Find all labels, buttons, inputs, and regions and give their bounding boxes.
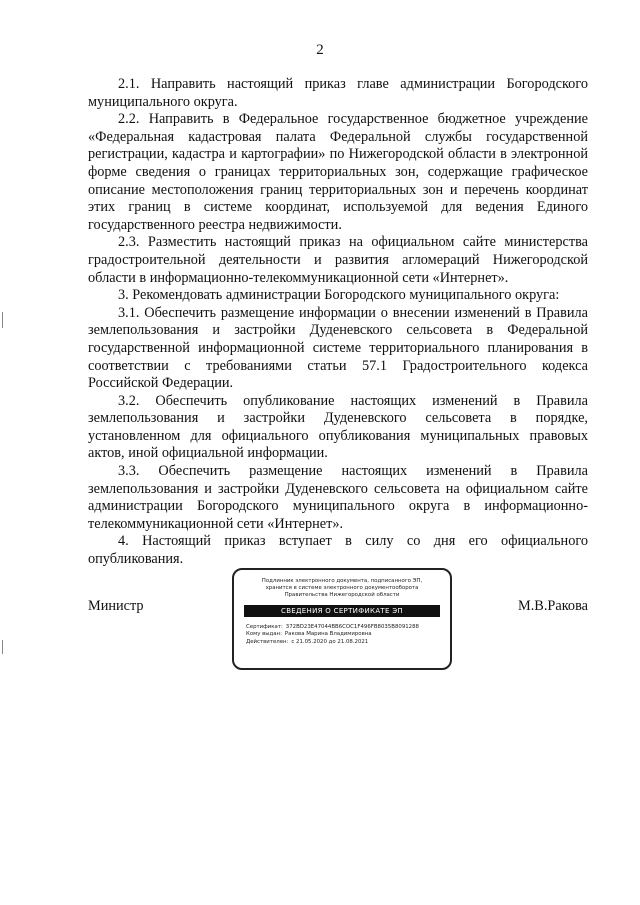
paragraph-3: 3. Рекомендовать администрации Богородского муниципального округа: bbox=[118, 287, 560, 304]
stamp-note-line: хранится в системе электронного документооборота bbox=[265, 585, 419, 592]
certificate-label: Сертификат: bbox=[246, 623, 283, 630]
scan-artifact bbox=[2, 640, 3, 654]
paragraph-3-3: 3.3. Обеспечить размещение настоящих изменений в Правила землепользования и застройки Дуденевского сельсовета на официальном сайте администрации Богородского муниципального округа в информационно-телекоммуникационной сети «Интернет». bbox=[88, 463, 588, 532]
issued-to-row bbox=[246, 631, 438, 639]
stamp-note-line: Правительства Нижегородской области bbox=[284, 592, 400, 599]
page-number: 2 bbox=[316, 42, 324, 58]
electronic-signature-stamp bbox=[232, 568, 452, 670]
stamp-note bbox=[240, 578, 444, 600]
issued-to-label: Кому выдан: bbox=[246, 631, 282, 638]
stamp-header: СВЕДЕНИЯ О СЕРТИФИКАТЕ ЭП bbox=[244, 605, 440, 617]
paragraph-4: 4. Настоящий приказ вступает в силу со дня его официального опубликования. bbox=[88, 533, 588, 568]
paragraph-2-1: 2.1. Направить настоящий приказ главе администрации Богородского муниципального округа. bbox=[88, 76, 588, 110]
signature-block bbox=[88, 568, 588, 678]
issued-to-value: Ракова Марина Владимировна bbox=[284, 631, 372, 638]
valid-label: Действителен: bbox=[246, 638, 289, 645]
valid-row bbox=[246, 639, 438, 647]
valid-value: с 21.05.2020 до 21.08.2021 bbox=[291, 638, 369, 645]
document-body bbox=[88, 76, 588, 569]
paragraph-3-2: 3.2. Обеспечить опубликование настоящих изменений в Правила землепользования и застройки Дуденевского сельсовета в порядке, установленном для официального опубликования муниципальных правовых актов, иной официальной информации. bbox=[88, 392, 588, 462]
certificate-row bbox=[246, 624, 438, 632]
paragraph-2-2: 2.2. Направить в Федеральное государственное бюджетное учреждение «Федеральная кадастровая палата Федеральной службы государственной регистрации, кадастра и картографии» по Нижегородской области в электронной форме сведения о границах территориальных зон, содержащие графическое описание местоположения границ территориальных зон и перечень координат этих границ в системе координат, используемой для ведения Единого государственного реестра недвижимости. bbox=[88, 111, 588, 233]
stamp-note-line: Подлинник электронного документа, подписанного ЭП, bbox=[261, 578, 423, 584]
signer-title: Министр bbox=[88, 598, 144, 614]
stamp-details bbox=[246, 624, 438, 647]
certificate-value: 372BD23E47044BB6COC1F496FB8035B8091288 bbox=[285, 623, 419, 630]
scan-artifact bbox=[2, 312, 3, 328]
paragraph-3-1: 3.1. Обеспечить размещение информации о внесении изменений в Правила землепользования и застройки Дуденевского сельсовета в Федеральной государственной информационной системе территориального планирования в соответствии с требованиями статьи 57.1 Градостроительного кодекса Российской Федерации. bbox=[88, 304, 588, 392]
paragraph-2-3: 2.3. Разместить настоящий приказ на официальном сайте министерства градостроительной деятельности и развития агломераций Нижегородской области в информационно-телекоммуникационной сети «Интернет». bbox=[88, 234, 588, 286]
signer-name: М.В.Ракова bbox=[518, 598, 588, 614]
